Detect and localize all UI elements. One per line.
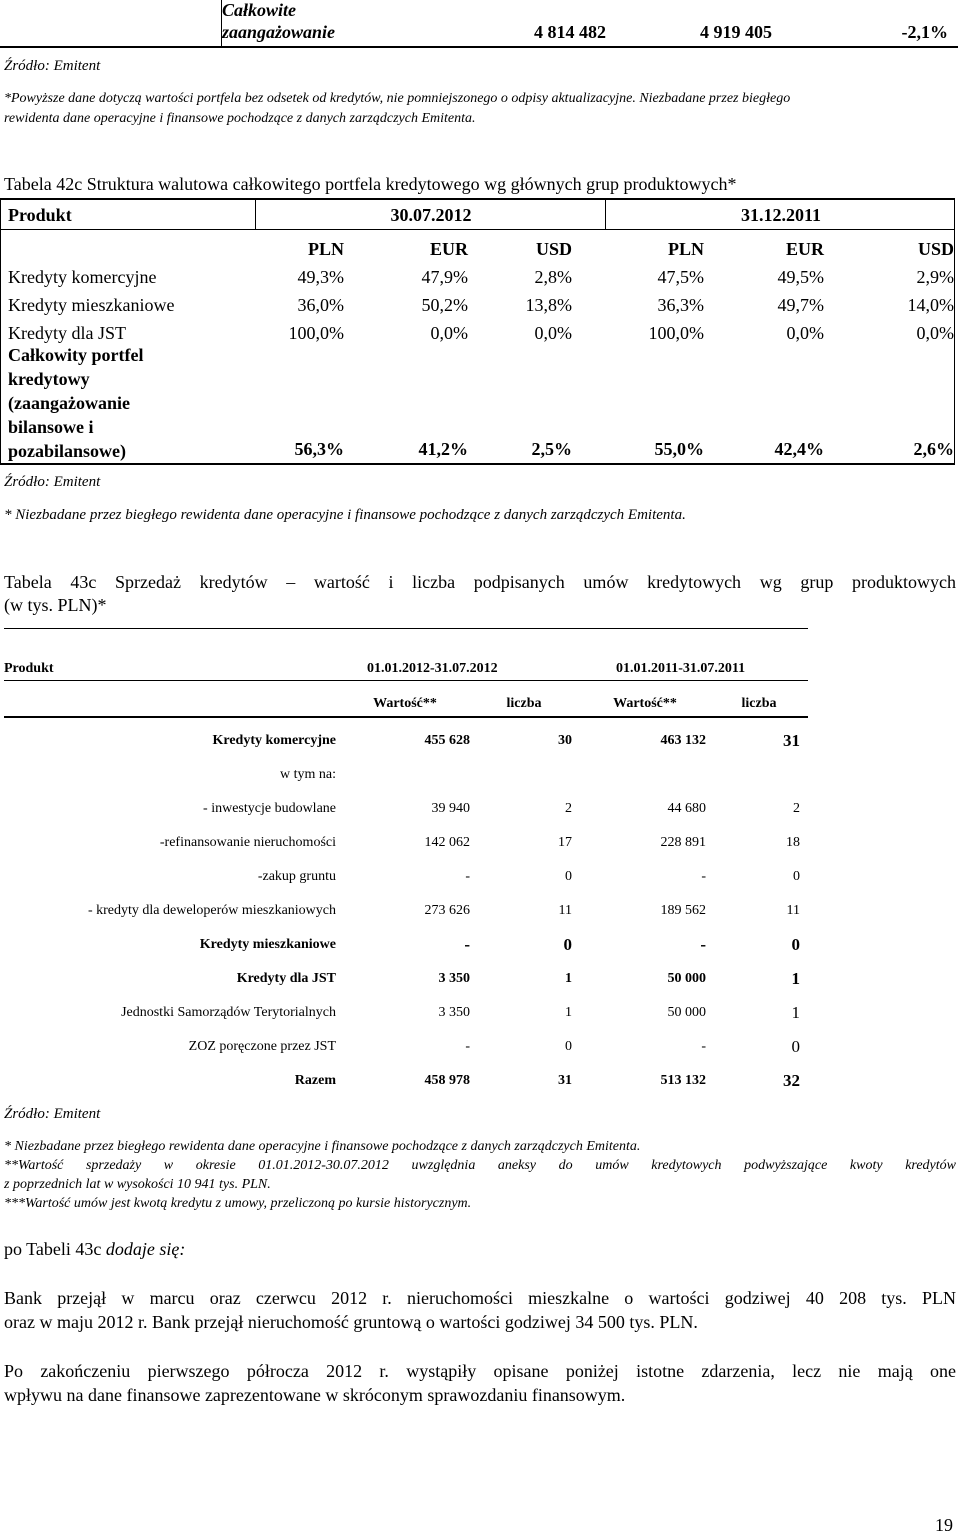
table42 [8, 232, 954, 344]
table43-cell-value1: 273 626 [424, 903, 470, 918]
table-row [4, 928, 810, 962]
para1-line1: Bank przejął w marcu oraz czerwcu 2012 r. nieruchomości mieszkalne o wartości godziwej 40 208 tys. PLN [4, 1288, 956, 1308]
table42-date1-header: 30.07.2012 [390, 205, 472, 225]
para2-line1: Po zakończeniu pierwszego półrocza 2012 r. wystąpiły opisane poniżej istotne zdarzenia, lecz nie mają one [4, 1361, 956, 1381]
table43-subheader: liczba [741, 696, 777, 711]
table43-top-border [4, 628, 808, 629]
para2-line2: wpływu na dane finansowe zaprezentowane w skróconym sprawozdaniu finansowym. [4, 1385, 626, 1405]
table43-cell-value1: 3 350 [438, 1005, 470, 1020]
intro-prefix: po Tabeli 43c [4, 1239, 106, 1259]
table42-cell: 0,0% [916, 323, 954, 343]
page-number: 19 [935, 1515, 953, 1535]
table42-total-label-line: pozabilansowe) [8, 441, 127, 461]
table42-col-divider [605, 198, 606, 230]
table43-source: Źródło: Emitent [4, 1106, 101, 1122]
intro-line [4, 1239, 185, 1260]
table43-cell-value1: - [464, 935, 470, 954]
table43-subheader: Wartość** [373, 696, 437, 711]
table42-footnote: * Niezbadane przez biegłego rewidenta dane operacyjne i finansowe pochodzące z danych zarządczych Emitenta. [4, 507, 686, 523]
table43-row-label: Jednostki Samorządów Terytorialnych [121, 1005, 336, 1020]
table43-row-label: -zakup gruntu [257, 869, 336, 884]
table42-top-border [0, 198, 955, 200]
table-row [4, 894, 810, 928]
table43-subheader: liczba [506, 696, 542, 711]
table43-cell-value2: - [701, 869, 706, 884]
table43-cell-count2: 18 [786, 835, 800, 850]
table43-cell-count2: 2 [793, 801, 800, 816]
table43-subheader-divider [4, 716, 808, 718]
table42-cell: 36,0% [297, 295, 344, 315]
top-row-change: -2,1% [901, 22, 948, 42]
table43-cell-value2: 463 132 [660, 733, 706, 748]
table42-currency-row [8, 232, 954, 260]
table43-cell-value1: - [465, 1039, 470, 1054]
table42-blank-cell [8, 232, 256, 260]
table42-cell: 50,2% [421, 295, 468, 315]
table43-cell-value1: 3 350 [438, 971, 470, 986]
table43-row-label: w tym na: [280, 767, 336, 782]
table42-total-cell: 56,3% [294, 439, 344, 459]
table43-cell-count2: 32 [783, 1071, 800, 1090]
table42-cell: 49,7% [777, 295, 824, 315]
table43-subheader: Wartość** [613, 696, 677, 711]
table43-cell-value2: - [701, 1039, 706, 1054]
table42-col-divider [255, 198, 256, 230]
table42-total-label-line: kredytowy [8, 369, 90, 389]
table43-cell-value2: 513 132 [660, 1073, 706, 1088]
table43-cell-value2: - [700, 935, 706, 954]
table42-cell: 13,8% [525, 295, 572, 315]
table42-total-cell: 42,4% [774, 439, 824, 459]
table43-cell-count2: 31 [783, 731, 800, 750]
table43-cell-count1: 0 [563, 935, 572, 954]
table43-row-label: -refinansowanie nieruchomości [159, 835, 336, 850]
table42-total-cell: 2,5% [531, 439, 572, 459]
table43-cell-value1: 39 940 [431, 801, 470, 816]
table43-cell-count1: 1 [565, 1005, 572, 1020]
table42-cell: 36,3% [657, 295, 704, 315]
table42-row-label: Kredyty dla JST [8, 323, 126, 343]
table43-footnote1: * Niezbadane przez biegłego rewidenta dane operacyjne i finansowe pochodzące z danych zarządczych Emitenta. [4, 1139, 641, 1154]
table43-row-label: Kredyty mieszkaniowe [199, 937, 336, 952]
table-row [4, 792, 810, 826]
table43-cell-value1: 458 978 [424, 1073, 470, 1088]
top-row-label-line2: zaangażowanie [222, 22, 336, 42]
table42-currency: USD [917, 239, 954, 259]
table43-cell-count1: 31 [558, 1073, 572, 1088]
table43-cell-count2: 0 [793, 869, 800, 884]
table43-caption-line1: Tabela 43c Sprzedaż kredytów – wartość i liczba podpisanych umów kredytowych wg grup produktowych [4, 572, 956, 592]
table42-product-header: Produkt [8, 205, 72, 225]
table42-cell: 47,9% [421, 267, 468, 287]
table43-cell-count2: 1 [791, 1003, 800, 1022]
table43-row-label: Kredyty komercyjne [212, 733, 336, 748]
table43-cell-count2: 0 [791, 1037, 800, 1056]
table42-cell: 100,0% [648, 323, 704, 343]
table43-cell-count1: 0 [565, 869, 572, 884]
table43-cell-value1: 142 062 [424, 835, 470, 850]
table42-bottom-border [0, 463, 955, 465]
table42-cell: 49,3% [297, 267, 344, 287]
top-table-bottom-border [0, 46, 958, 48]
table43-cell-count2: 11 [786, 903, 800, 918]
note1-line1: *Powyższe dane dotyczą wartości portfela bez odsetek od kredytów, nie pomniejszonego o odpisy aktualizacyjne. Niezbadane przez biegłego [4, 91, 791, 106]
table43-header-divider [4, 680, 808, 681]
table43-caption-line2: (w tys. PLN)* [4, 595, 107, 615]
table43-cell-value2: 50 000 [667, 971, 706, 986]
table43-row-label: Razem [294, 1073, 336, 1088]
table42-cell: 0,0% [786, 323, 824, 343]
table42-cell: 0,0% [430, 323, 468, 343]
table42-currency: PLN [668, 239, 704, 259]
table42-total-label-line: Całkowity portfel [8, 345, 144, 365]
table42-currency: PLN [308, 239, 344, 259]
table-row [4, 860, 810, 894]
table-row [8, 316, 954, 344]
table42-right-border [954, 198, 955, 465]
table42-cell: 47,5% [657, 267, 704, 287]
table43-cell-value1: 455 628 [424, 733, 470, 748]
table43-cell-value1 [344, 758, 480, 792]
table43-row-label: - kredyty dla deweloperów mieszkaniowych [87, 903, 336, 918]
table43-row-label: - inwestycje budowlane [203, 801, 336, 816]
table42-row-label: Kredyty mieszkaniowe [8, 295, 175, 315]
table43-footnote2-line2: z poprzednich lat w wysokości 10 941 tys. PLN. [4, 1177, 271, 1192]
table43-period1-header: 01.01.2012-31.07.2012 [367, 661, 498, 676]
table-row [4, 1030, 810, 1064]
table43-cell-count1: 0 [565, 1039, 572, 1054]
table-row [4, 1064, 810, 1098]
table-row [4, 996, 810, 1030]
table42-total-cell: 41,2% [418, 439, 468, 459]
table42-total-cell: 55,0% [654, 439, 704, 459]
top-table-source: Źródło: Emitent [4, 58, 101, 74]
top-row-label-line1: Całkowite [222, 0, 297, 20]
table42-caption: Tabela 42c Struktura walutowa całkowitego portfela kredytowego wg głównych grup produktowych* [4, 174, 737, 194]
table-row [4, 724, 810, 758]
table43-cell-count1: 2 [565, 801, 572, 816]
table42-cell: 0,0% [534, 323, 572, 343]
table-row [8, 260, 954, 288]
table43-footnote3: ***Wartość umów jest kwotą kredytu z umowy, przeliczoną po kursie historycznym. [4, 1196, 472, 1211]
table42-currency: EUR [785, 239, 824, 259]
table-row [4, 962, 810, 996]
table42-total-label [8, 343, 143, 463]
note1-line2: rewidenta dane operacyjne i finansowe pochodzące z danych zarządczych Emitenta. [4, 111, 476, 126]
table43-cell-value2 [582, 758, 716, 792]
table43-row-label: ZOZ poręczone przez JST [188, 1039, 336, 1054]
top-table-divider [221, 0, 222, 48]
table43-cell-value2: 228 891 [660, 835, 706, 850]
table43-cell-count1: 30 [558, 733, 572, 748]
para1-line2: oraz w maju 2012 r. Bank przejął nieruchomość gruntową o wartości godziwej 34 500 tys. PLN. [4, 1312, 698, 1332]
table43-cell-count1: 17 [558, 835, 572, 850]
table43-product-header: Produkt [4, 661, 54, 676]
top-row-value-2: 4 919 405 [700, 22, 772, 42]
table-row [4, 826, 810, 860]
table43 [4, 724, 810, 1098]
table43-period2-header: 01.01.2011-31.07.2011 [616, 661, 746, 676]
table43-cell-value2: 44 680 [667, 801, 706, 816]
table42-row-label: Kredyty komercyjne [8, 267, 157, 287]
table42-cell: 49,5% [777, 267, 824, 287]
table42-cell: 2,9% [916, 267, 954, 287]
table42-total-label-line: bilansowe i [8, 417, 94, 437]
table42-currency: EUR [429, 239, 468, 259]
intro-italic: dodaje się: [105, 1239, 186, 1259]
table42-date2-header: 31.12.2011 [740, 205, 821, 225]
table42-cell: 14,0% [907, 295, 954, 315]
table43-row-label: Kredyty dla JST [236, 971, 336, 986]
table42-total-label-line: (zaangażowanie [8, 393, 130, 413]
table43-cell-count2: 0 [791, 935, 800, 954]
table42-total-cell: 2,6% [913, 439, 954, 459]
table-row [4, 758, 810, 792]
table43-cell-count2: 1 [791, 969, 800, 988]
table42-currency: USD [535, 239, 572, 259]
table42-cell: 100,0% [288, 323, 344, 343]
table43-cell-count1 [480, 758, 582, 792]
table42-header-divider [0, 229, 955, 230]
table-row [8, 288, 954, 316]
table43-cell-value1: - [465, 869, 470, 884]
table42-cell: 2,8% [534, 267, 572, 287]
table43-footnote2-line1: **Wartość sprzedaży w okresie 01.01.2012-30.07.2012 uwzględnia aneksy do umów kredytowych podwyższające kwoty kredytów [4, 1158, 956, 1173]
table43-cell-count1: 11 [558, 903, 572, 918]
top-row-value-1: 4 814 482 [534, 22, 606, 42]
table43-cell-value2: 50 000 [667, 1005, 706, 1020]
table42-left-border [0, 198, 1, 465]
table43-cell-count1: 1 [565, 971, 572, 986]
table42-source: Źródło: Emitent [4, 474, 101, 490]
table43-cell-value2: 189 562 [660, 903, 706, 918]
table43-cell-count2 [716, 758, 810, 792]
